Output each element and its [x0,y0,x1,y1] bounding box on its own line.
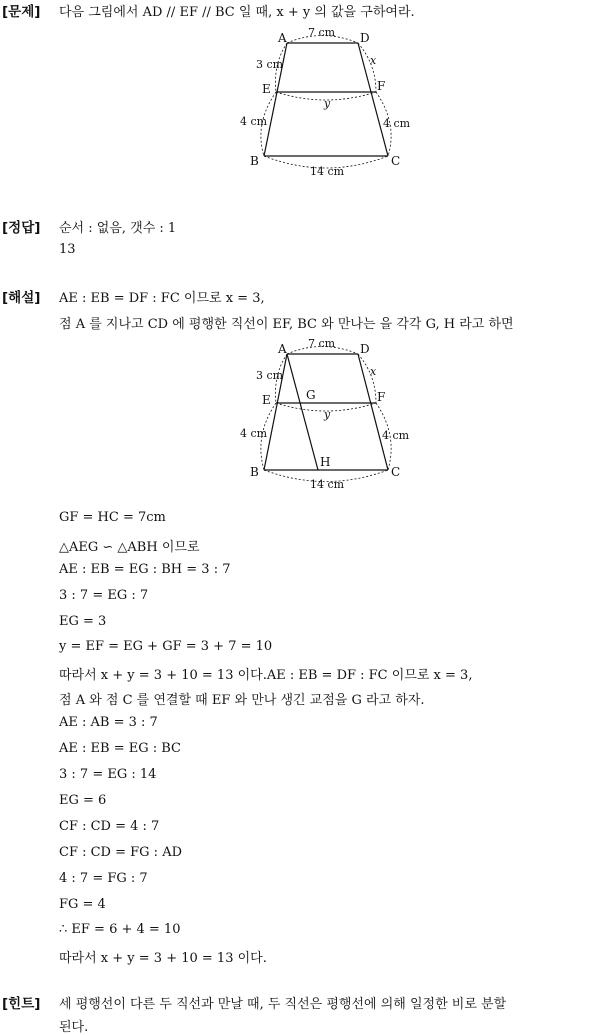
len-ad: 7 cm [308,337,336,350]
len-df: x [370,365,377,378]
hint-tag: [힌트] [2,996,41,1012]
solution-step: 따라서 x + y = 3 + 10 = 13 이다.AE : EB = DF : FC 이므로 x = 3, [59,668,473,683]
answer-line-1: 순서 : 없음, 갯수 : 1 [59,221,177,236]
len-eb: 4 cm [240,115,268,128]
solution-step: 따라서 x + y = 3 + 10 = 13 이다. [59,951,267,966]
solution-step: AE : EB = EG : BH = 3 : 7 [59,562,231,577]
solution-step: y = EF = EG + GF = 3 + 7 = 10 [59,639,273,654]
len-ef: y [324,97,331,110]
hint-line-2: 된다. [59,1020,89,1035]
answer-line-2: 13 [59,242,76,257]
len-ef: y [324,408,331,421]
solution-step: EG = 3 [59,614,107,629]
len-ad: 7 cm [308,26,336,39]
label-A: A [278,31,287,45]
label-F: F [377,79,386,93]
label-B: B [250,154,259,168]
label-D: D [360,31,370,45]
hint-line-1: 세 평행선이 다른 두 직선과 만날 때, 두 직선은 평행선에 의해 일정한 비로 분할 [59,997,507,1012]
label-H: H [320,455,331,469]
len-ae: 3 cm [256,369,284,382]
label-A: A [278,342,287,356]
solution-step: △AEG ∽ △ABH 이므로 [59,540,200,555]
trapezoid-figure-1 [240,24,420,184]
solution-step: AE : AB = 3 : 7 [59,715,158,730]
solution-tag: [해설] [2,290,41,306]
len-bc: 14 cm [310,165,345,178]
solution-step: 3 : 7 = EG : 14 [59,767,157,782]
len-fc: 4 cm [383,117,411,130]
solution-step: 3 : 7 = EG : 7 [59,588,149,603]
solution-step: 점 A 와 점 C 를 연결할 때 EF 와 만나 생긴 교점을 G 라고 하자. [59,693,425,708]
label-D: D [360,342,370,356]
len-bc: 14 cm [310,478,345,491]
trapezoid-figure-2 [240,335,420,495]
len-eb: 4 cm [240,427,268,440]
len-fc: 4 cm [382,429,410,442]
solution-step: CF : CD = FG : AD [59,845,182,860]
answer-tag: [정답] [2,220,41,236]
label-B: B [250,465,259,479]
solution-step: FG = 4 [59,897,106,912]
solution-step: ∴ EF = 6 + 4 = 10 [59,922,181,937]
len-df: x [370,54,377,67]
solution-step: CF : CD = 4 : 7 [59,819,160,834]
label-E: E [262,82,271,96]
solution-line-2: 점 A 를 지나고 CD 에 평행한 직선이 EF, BC 와 만나는 을 각각 G, H 라고 하면 [59,317,514,332]
label-C: C [391,465,401,479]
label-G: G [306,388,316,402]
solution-step: 4 : 7 = FG : 7 [59,871,148,886]
label-C: C [391,154,401,168]
solution-line-1: AE : EB = DF : FC 이므로 x = 3, [59,291,265,306]
len-ae: 3 cm [256,58,284,71]
label-F: F [377,390,386,404]
label-E: E [262,393,271,407]
problem-text: 다음 그림에서 AD // EF // BC 일 때, x + y 의 값을 구하여라. [59,5,415,20]
solution-step: GF = HC = 7cm [59,510,166,525]
problem-tag: [문제] [2,4,41,20]
solution-step: EG = 6 [59,793,107,808]
solution-step: AE : EB = EG : BC [59,741,181,756]
